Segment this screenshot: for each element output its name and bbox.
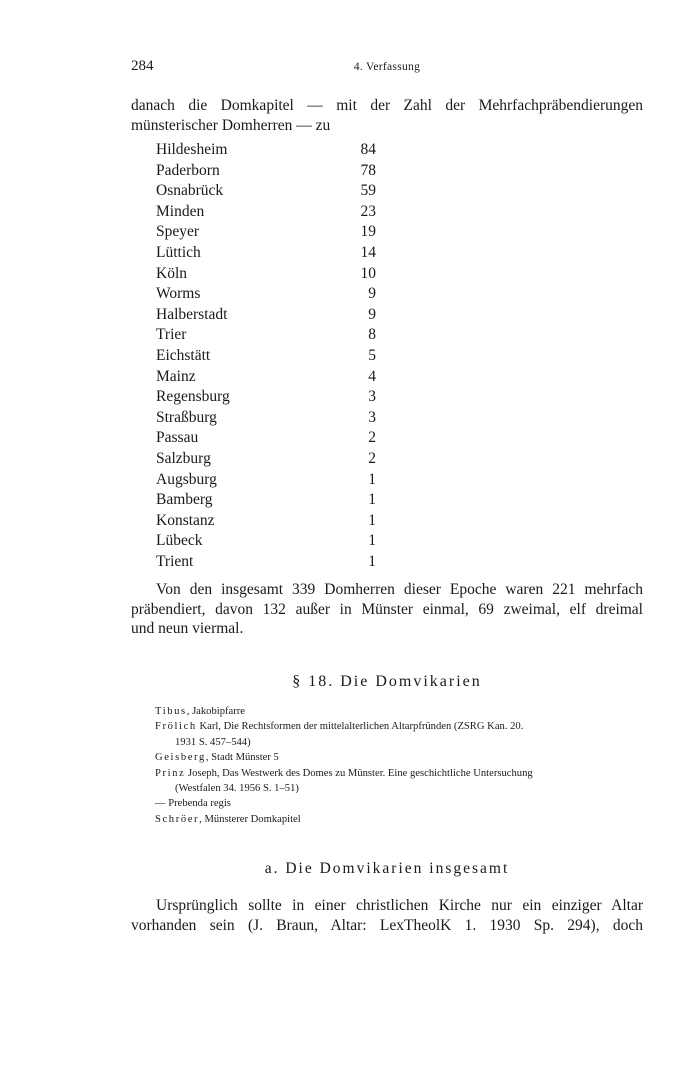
running-title: 4. Verfassung [353,61,421,73]
chapter-name: Osnabrück [156,182,224,200]
table-row [156,428,376,449]
prebend-count: 4 [368,367,376,385]
bib-author: Schröer [155,813,200,825]
chapter-name: Passau [156,429,199,447]
page-number: 284 [131,58,154,74]
bibliography-entry [155,750,645,765]
table-row [156,181,376,202]
prebend-count: 1 [368,491,376,509]
table-row [156,264,376,285]
chapter-name: Minden [156,202,205,220]
table-row [156,408,376,429]
intro-line: danach die Domkapitel — mit der Zahl der Mehrfachpräbendierungen [131,97,643,114]
prebend-count: 23 [360,202,376,220]
table-row [156,449,376,470]
chapter-name: Speyer [156,223,200,241]
prebend-count: 14 [360,243,376,261]
chapter-name: Bamberg [156,491,213,509]
prebend-count: 1 [368,552,376,570]
bibliography [155,704,645,827]
table-row [156,325,376,346]
intro-paragraph [131,96,643,135]
table-row [156,202,376,223]
chapter-name: Salzburg [156,449,211,467]
prebend-count: 84 [360,141,376,158]
chapter-name: Lüttich [156,243,201,261]
prebend-count: 9 [368,305,376,323]
bib-text: , Stadt Münster 5 [205,752,279,764]
chapter-name: Hildesheim [156,141,228,158]
body-line: vorhanden sein (J. Braun, Altar: LexTheolK 1. 1930 Sp. 294), doch [131,916,643,934]
table-row [156,243,376,264]
summary-line: Von den insgesamt 339 Domherren dieser Epoche waren 221 mehrfach [156,581,643,598]
table-row [156,305,376,326]
bib-continuation: (Westfalen 34. 1956 S. 1–51) [175,783,299,795]
bib-text: , Münsterer Domkapitel [199,813,301,825]
cathedral-chapter-table [156,140,376,572]
prebend-count: 78 [360,161,376,179]
table-row [156,346,376,367]
prebend-count: 1 [368,532,376,550]
table-row [156,387,376,408]
bib-author: Geisberg [155,752,206,764]
bib-author: Tibus [155,706,187,717]
bib-text: Karl, Die Rechtsformen der mittelalterlichen Altarpfründen (ZSRG Kan. 20. [196,721,524,733]
table-row [156,140,376,161]
prebend-count: 19 [360,223,376,241]
prebend-count: 5 [368,346,376,364]
table-row [156,531,376,552]
table-row [156,490,376,511]
subsection-heading: a. Die Domvikarien insgesamt [264,860,510,877]
chapter-name: Mainz [156,367,196,385]
page-header [131,58,643,78]
chapter-name: Eichstätt [156,346,211,364]
chapter-name: Straßburg [156,408,217,426]
bibliography-entry [155,766,645,797]
chapter-name: Augsburg [156,470,217,488]
prebend-count: 3 [368,388,376,406]
table-row [156,284,376,305]
table-row [156,161,376,182]
chapter-name: Trient [156,552,194,570]
prebend-count: 10 [360,264,376,282]
prebend-count: 1 [368,470,376,488]
table-row [156,222,376,243]
summary-paragraph [131,580,643,639]
chapter-name: Regensburg [156,388,230,406]
prebend-count: 3 [368,408,376,426]
chapter-name: Lübeck [156,532,203,550]
bibliography-entry: — Prebenda regis [155,798,231,810]
bib-author: Frölich [155,721,197,733]
bibliography-entry [155,812,645,827]
table-row [156,367,376,388]
chapter-name: Trier [156,326,187,344]
chapter-name: Konstanz [156,511,215,529]
chapter-name: Paderborn [156,161,220,179]
chapter-name: Halberstadt [156,305,228,323]
table-row [156,511,376,532]
bib-author: Prinz [155,767,186,779]
prebend-count: 2 [368,429,376,447]
intro-line: münsterischer Domherren — zu [131,116,331,134]
table-row [156,552,376,573]
section-heading: § 18. Die Domvikarien [292,673,482,690]
prebend-count: 9 [368,285,376,303]
summary-line: präbendiert, davon 132 außer in Münster einmal, 69 zweimal, elf dreimal [131,600,643,618]
prebend-count: 8 [368,326,376,344]
prebend-count: 2 [368,449,376,467]
chapter-name: Worms [156,285,201,303]
bib-text: , Jakobipfarre [186,706,246,717]
prebend-count: 1 [368,511,376,529]
chapter-name: Köln [156,264,187,282]
bib-continuation: 1931 S. 457–544) [175,736,251,748]
body-line: Ursprünglich sollte in einer christlichen Kirche nur ein einziger Altar [156,897,643,914]
bib-text: Joseph, Das Westwerk des Domes zu Münster. Eine geschichtliche Untersuchung [185,767,533,779]
bibliography-entry [155,704,645,719]
table-row [156,470,376,491]
summary-line: und neun viermal. [131,620,244,637]
bibliography-entry [155,719,645,750]
body-paragraph [131,896,643,935]
prebend-count: 59 [360,182,376,200]
